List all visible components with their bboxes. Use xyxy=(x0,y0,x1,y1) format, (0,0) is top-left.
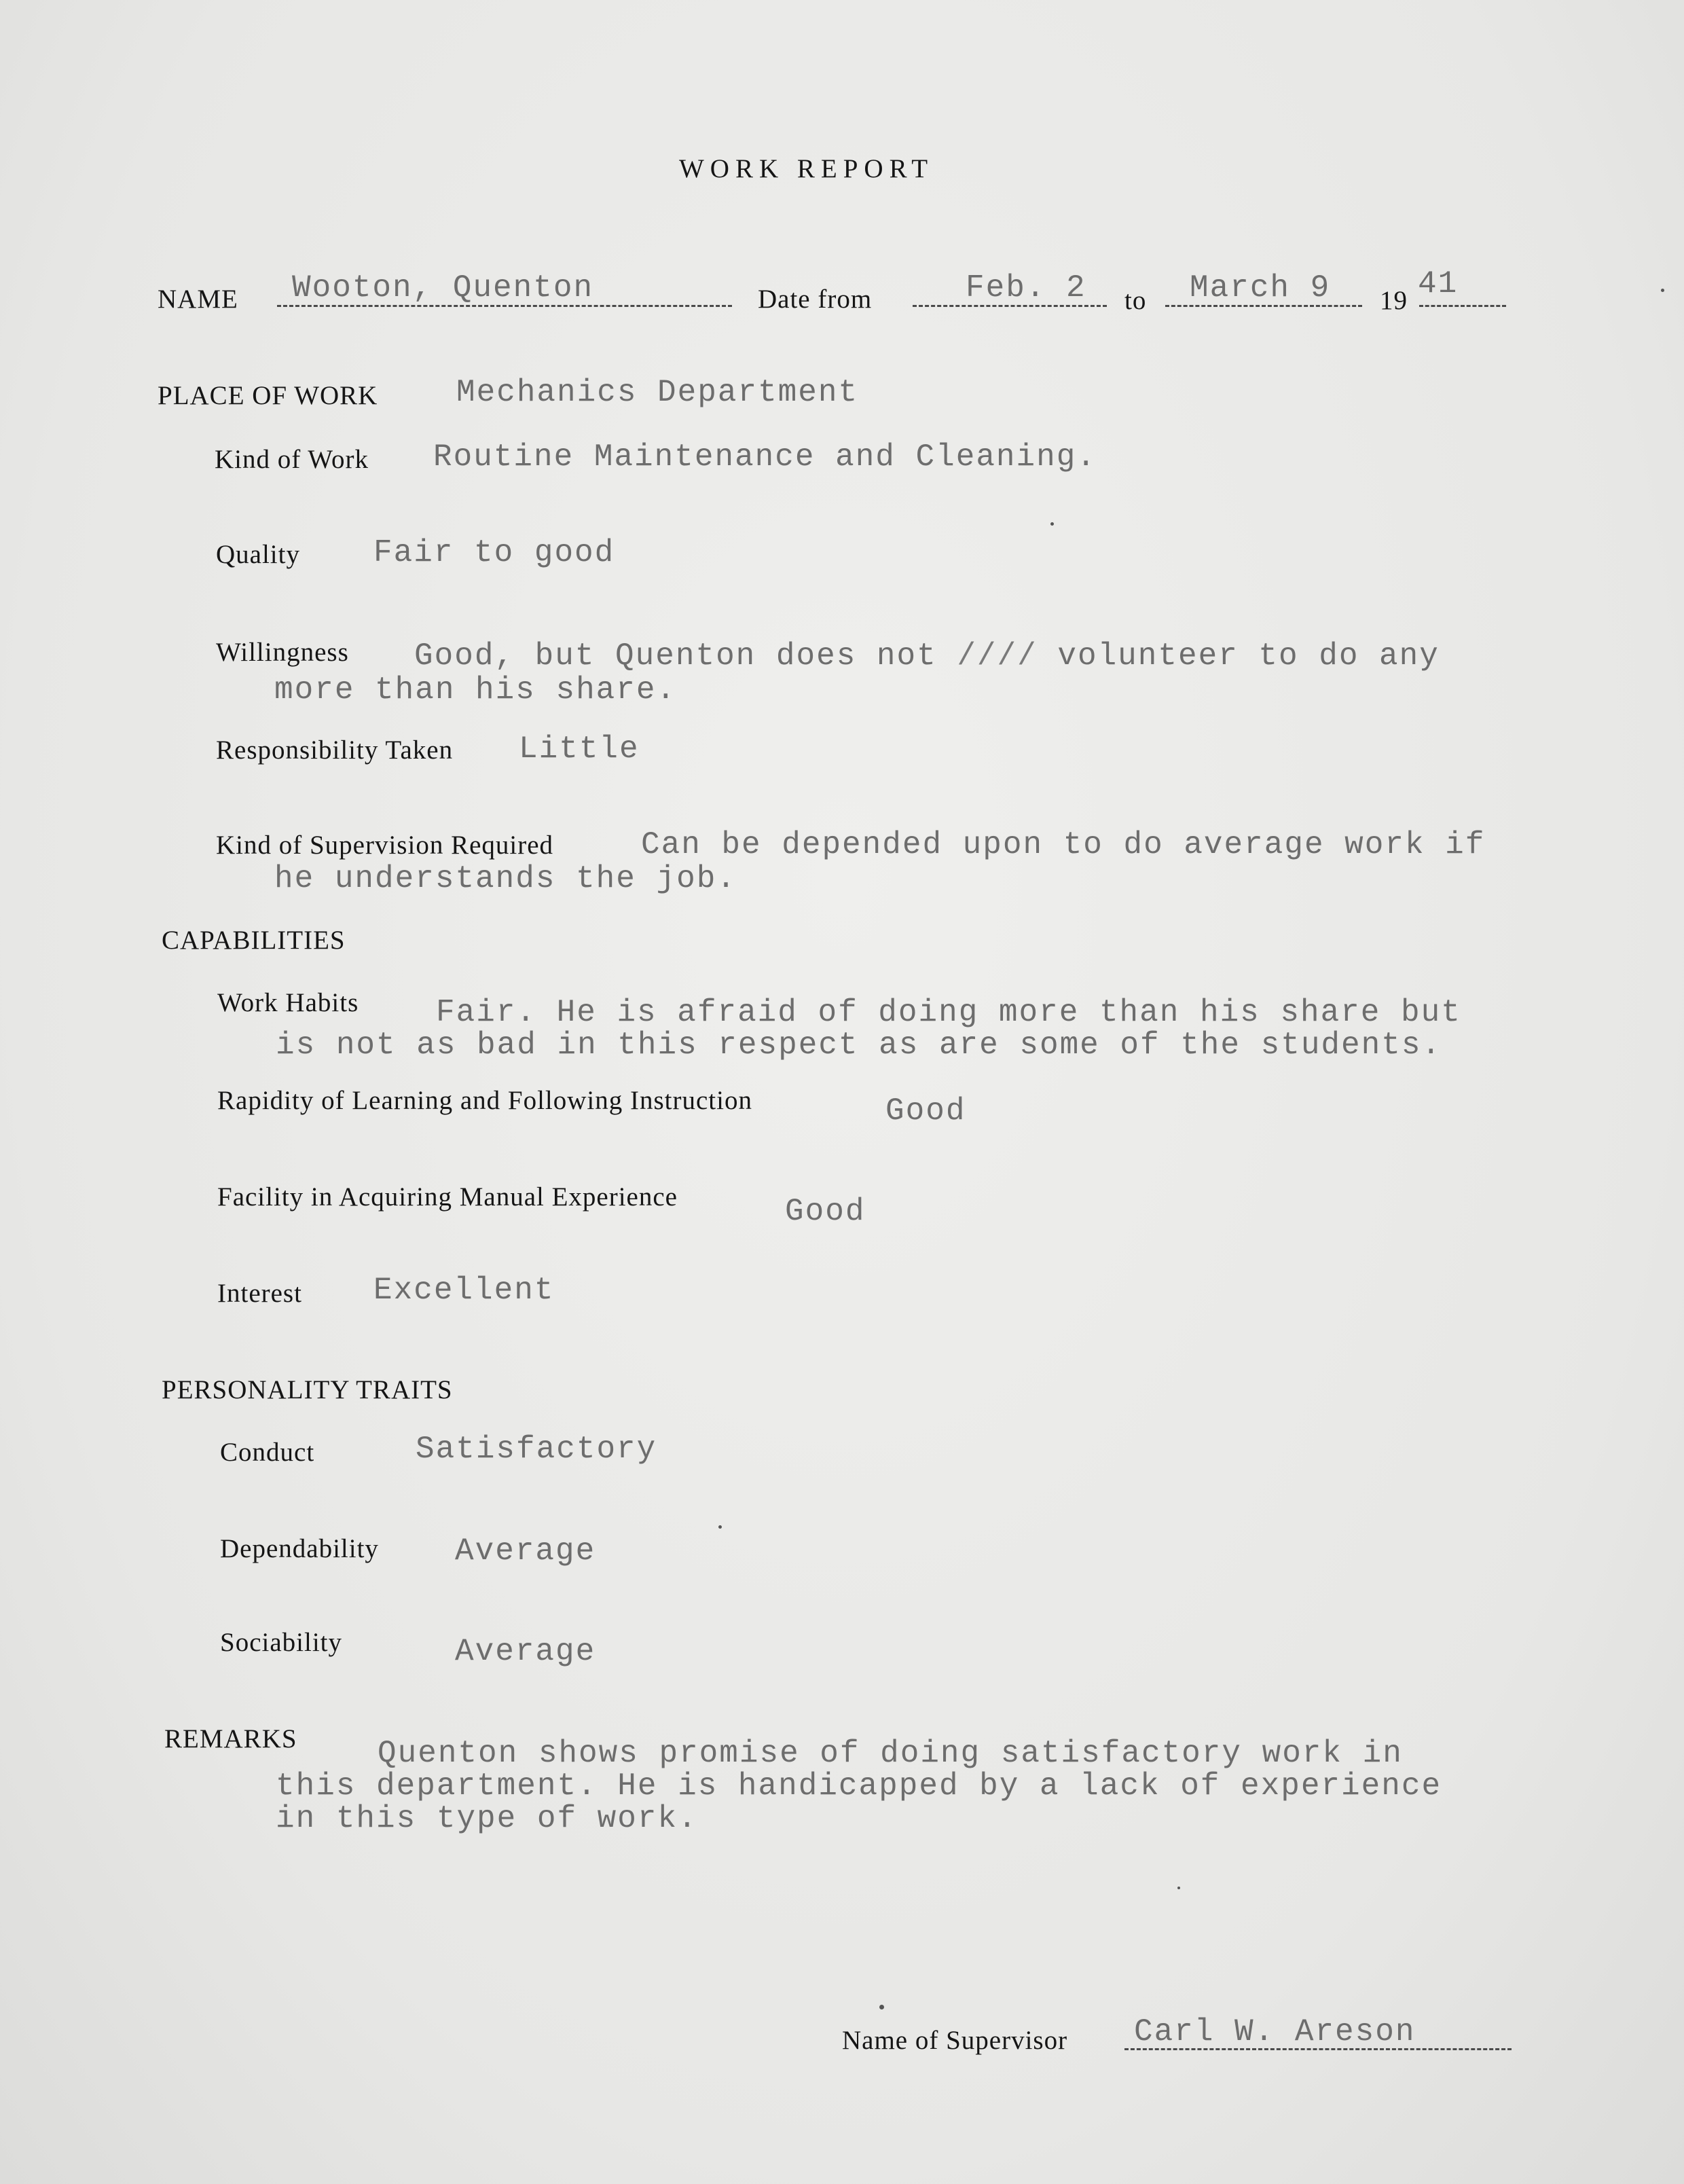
willingness-struck-word: //// xyxy=(957,638,1038,674)
year-field-line xyxy=(1419,305,1506,307)
interest-value: Excellent xyxy=(373,1273,555,1308)
paper-speck xyxy=(1661,289,1664,292)
capabilities-heading: CAPABILITIES xyxy=(162,926,346,955)
remarks-line1: Quenton shows promise of doing satisfactory work in xyxy=(378,1736,1403,1771)
facility-label: Facility in Acquiring Manual Experience xyxy=(217,1182,678,1212)
date-to-label: to xyxy=(1124,286,1147,315)
remarks-line2: this department. He is handicapped by a lack of experience xyxy=(276,1768,1442,1804)
paper-speck xyxy=(1050,522,1054,526)
personality-heading: PERSONALITY TRAITS xyxy=(162,1375,453,1404)
responsibility-label: Responsibility Taken xyxy=(216,735,454,765)
dependability-label: Dependability xyxy=(220,1534,379,1563)
quality-value: Fair to good xyxy=(373,535,615,570)
paper-speck xyxy=(718,1525,722,1529)
facility-value: Good xyxy=(785,1194,866,1229)
dependability-value: Average xyxy=(455,1533,596,1569)
willingness-label: Willingness xyxy=(216,638,349,667)
supervision-label: Kind of Supervision Required xyxy=(216,831,554,860)
kind-of-work-value: Routine Maintenance and Cleaning. xyxy=(433,439,1097,475)
conduct-value: Satisfactory xyxy=(416,1432,657,1467)
name-label: NAME xyxy=(158,285,238,314)
supervision-line1: Can be depended upon to do average work if xyxy=(641,827,1486,862)
date-from-value: Feb. 2 xyxy=(966,270,1086,306)
quality-label: Quality xyxy=(216,540,300,569)
interest-label: Interest xyxy=(217,1279,302,1308)
work-habits-line1: Fair. He is afraid of doing more than his share but xyxy=(436,995,1461,1030)
willingness-line1-end: volunteer to do any xyxy=(1057,638,1440,674)
date-to-value: March 9 xyxy=(1190,270,1331,306)
willingness-line1-start: Good, but Quenton does not xyxy=(414,638,937,674)
conduct-label: Conduct xyxy=(220,1438,315,1467)
supervision-line2: he understands the job. xyxy=(274,861,737,896)
remarks-label: REMARKS xyxy=(164,1724,297,1753)
place-of-work-label: PLACE OF WORK xyxy=(158,381,378,410)
supervisor-label: Name of Supervisor xyxy=(842,2026,1068,2055)
paper-speck xyxy=(1177,1887,1180,1889)
rapidity-value: Good xyxy=(885,1093,966,1129)
rapidity-label: Rapidity of Learning and Following Instruction xyxy=(217,1086,752,1115)
responsibility-value: Little xyxy=(519,731,640,767)
date-from-label: Date from xyxy=(758,285,873,314)
year-value: 41 xyxy=(1418,266,1459,302)
place-of-work-value: Mechanics Department xyxy=(456,375,859,410)
name-value: Wooton, Quenton xyxy=(292,270,594,306)
sociability-value: Average xyxy=(455,1634,596,1669)
paper-speck xyxy=(879,2005,884,2009)
report-title: WORK REPORT xyxy=(679,154,934,183)
year-prefix: 19 xyxy=(1380,286,1408,315)
supervisor-value: Carl W. Areson xyxy=(1134,2014,1416,2050)
willingness-line2: more than his share. xyxy=(274,672,677,708)
sociability-label: Sociability xyxy=(220,1628,342,1657)
remarks-line3: in this type of work. xyxy=(276,1801,698,1836)
kind-of-work-label: Kind of Work xyxy=(215,445,369,474)
work-habits-line2: is not as bad in this respect as are some of the students. xyxy=(276,1027,1442,1063)
work-habits-label: Work Habits xyxy=(217,988,359,1017)
willingness-value xyxy=(414,640,1535,672)
